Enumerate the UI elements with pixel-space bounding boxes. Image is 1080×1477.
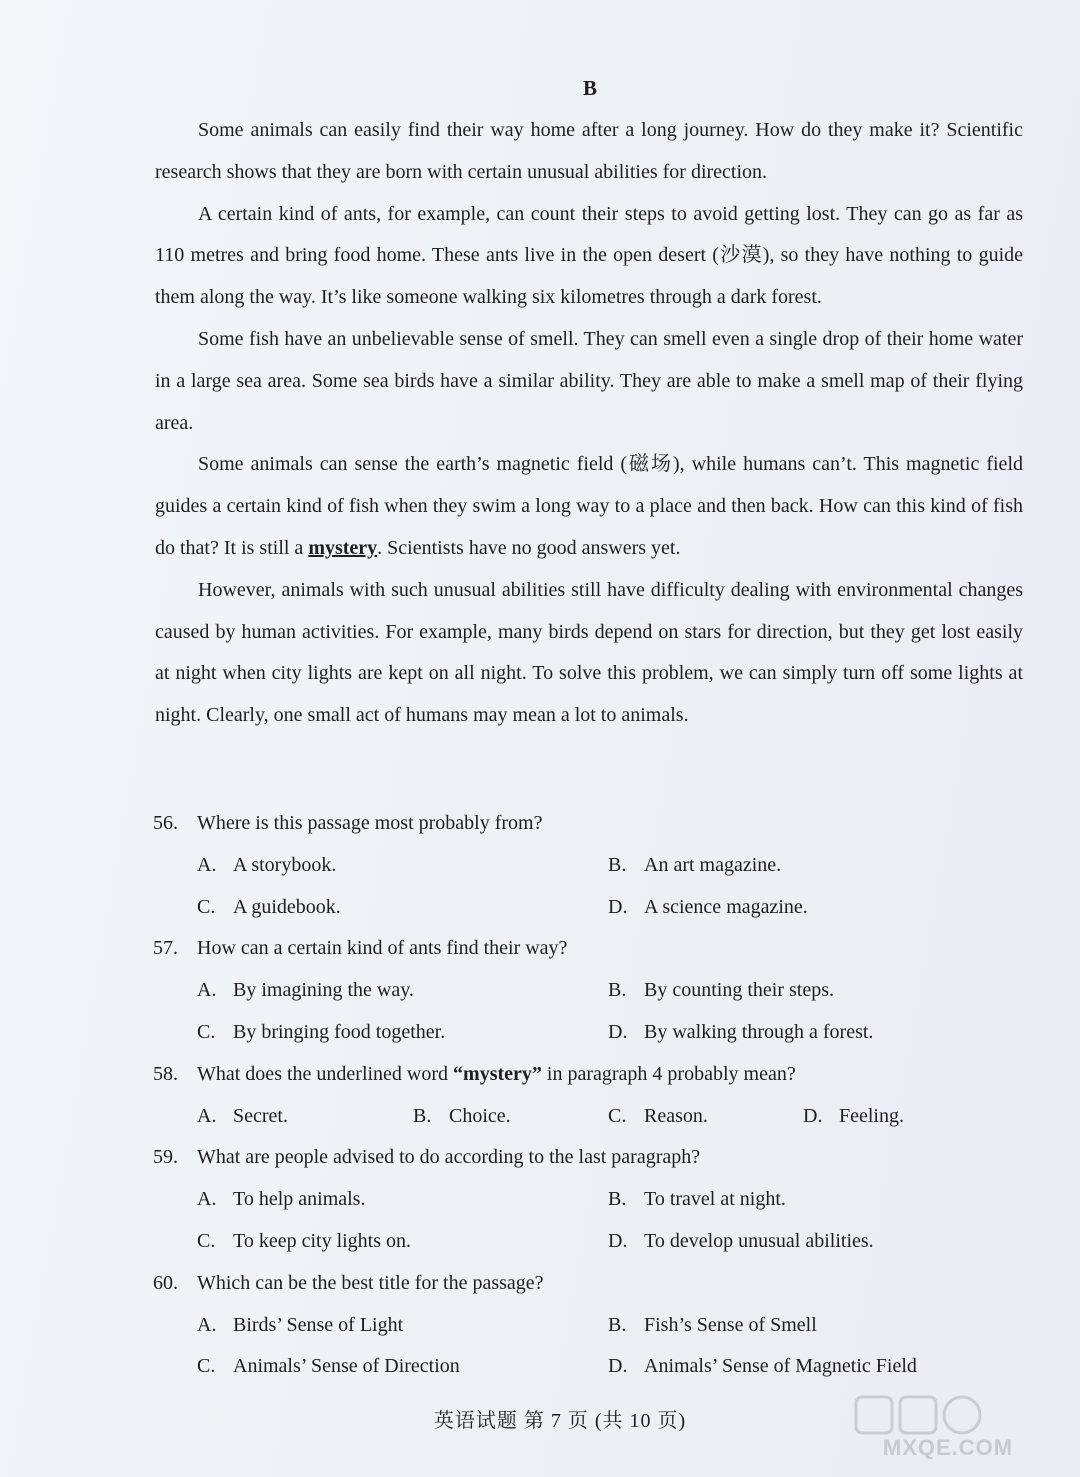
option-c[interactable]: C. By bringing food together. [197,1020,446,1043]
question-number: 56. [153,812,178,834]
option-d[interactable]: D. By walking through a forest. [608,1020,874,1043]
option-a[interactable]: A. To help animals. [197,1188,366,1211]
option-b[interactable]: B. By counting their steps. [608,979,834,1002]
option-d[interactable]: D. To develop unusual abilities. [608,1229,874,1252]
watermark-logo [850,1393,1050,1459]
underlined-word-mystery: mystery [308,536,378,559]
question-text: How can a certain kind of ants find their way? [197,937,568,960]
question-58 [153,1054,1023,1096]
question-number: 57. [153,937,178,960]
question-number: 58. [153,1062,178,1085]
option-b[interactable]: B. Choice. [413,1104,511,1127]
option-row [153,970,1023,1012]
watermark-text: MXQE.COM [882,1435,1014,1459]
question-text: What are people advised to do according to the last paragraph? [197,1146,701,1169]
paragraph-2: A certain kind of ants, for example, can count their steps to avoid getting lost. They can go as far as 110 metres and bring food home. These ants live in the open desert (沙漠), so they have nothing to guide them along the way. It’s like someone walking six kilometres through a dark forest. [155,202,1023,309]
paragraph-4-text-before: Some animals can sense the earth’s magnetic field (磁场), while humans can’t. This magnetic field guides a certain kind of fish when they swim a long way to a place and then back. How can this kind of fish do that? It is still a [155,453,1023,559]
paragraph-1: Some animals can easily find their way home after a long journey. How do they make it? Scientific research shows that they are born with certain unusual abilities for direction. [155,119,1023,183]
question-text: Where is this passage most probably from? [197,812,543,834]
option-row [153,1346,1023,1388]
option-b[interactable]: B. An art magazine. [608,853,782,876]
paragraph-5: However, animals with such unusual abilities still have difficulty dealing with environmental changes caused by human activities. For example, many birds depend on stars for direction, but they get lost easily at night when city lights are kept on all night. To solve this problem, we can simply turn off some lights at night. Clearly, one small act of humans may mean a lot to animals. [155,578,1023,727]
paragraph-4 [155,444,1023,569]
option-a[interactable]: A. By imagining the way. [197,979,414,1002]
question-number: 59. [153,1146,178,1169]
option-a[interactable]: A. Birds’ Sense of Light [197,1313,404,1336]
option-d[interactable]: D. A science magazine. [608,895,808,918]
option-c[interactable]: C. To keep city lights on. [197,1229,412,1252]
question-number: 60. [153,1271,178,1294]
option-row [153,1179,1023,1221]
option-row [153,1096,1023,1138]
paragraph-3: Some fish have an unbelievable sense of smell. They can smell even a single drop of their home water in a large sea area. Some sea birds have a similar ability. They are able to make a smell map of their flying area. [155,327,1023,434]
question-57 [153,928,1023,970]
option-c[interactable]: C. Animals’ Sense of Direction [197,1355,460,1378]
section-title: B [582,76,597,100]
question-text: What does the underlined word “mystery” in paragraph 4 probably mean? [197,1062,796,1085]
question-59 [153,1137,1023,1179]
option-c[interactable]: C. Reason. [608,1104,708,1127]
option-row [153,887,1023,929]
option-c[interactable]: C. A guidebook. [197,895,341,918]
option-row [153,845,1023,887]
option-b[interactable]: B. Fish’s Sense of Smell [608,1313,817,1336]
question-text: Which can be the best title for the passage? [197,1271,544,1294]
option-row [153,1012,1023,1054]
reading-passage [155,110,1023,737]
option-row [153,1305,1023,1347]
option-d[interactable]: D. Feeling. [803,1104,904,1127]
page-footer: 英语试题 第 7 页 (共 10 页) [433,1410,687,1432]
quoted-word: “mystery” [453,1062,542,1085]
question-56 [153,803,1023,845]
option-a[interactable]: A. A storybook. [197,853,337,876]
option-row [153,1221,1023,1263]
option-a[interactable]: A. Secret. [197,1104,288,1127]
question-list [153,803,1023,1388]
option-d[interactable]: D. Animals’ Sense of Magnetic Field [608,1355,917,1378]
question-60 [153,1263,1023,1305]
option-b[interactable]: B. To travel at night. [608,1188,786,1211]
paragraph-4-text-after: . Scientists have no good answers yet. [377,536,681,559]
